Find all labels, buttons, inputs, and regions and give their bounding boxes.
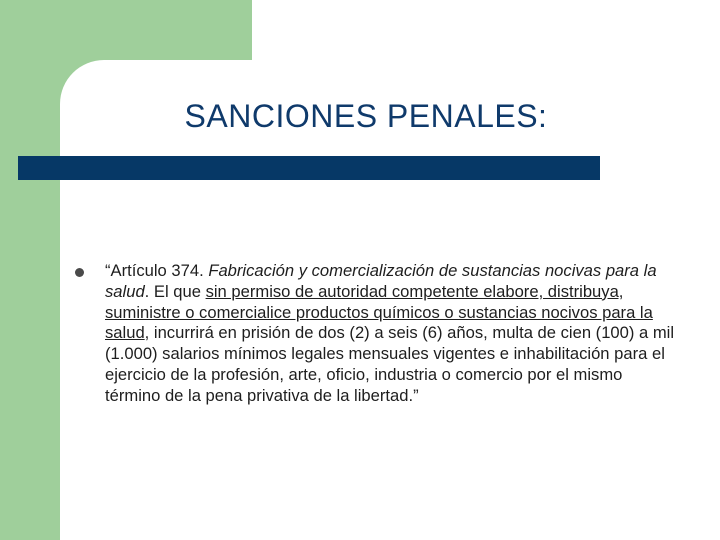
close-quote: ” (413, 385, 419, 405)
open-quote: “ (105, 261, 111, 280)
bullet-icon (75, 268, 84, 277)
article-paragraph (105, 261, 675, 407)
article-rest: , incurrirá en prisión de dos (2) a seis (6) años, multa de cien (100) a mil (1.000) salarios mínimos legales mensuales vigentes e inhabilitación para el ejercicio de la profesión, arte, oficio, industria o comercio por el mismo término de la pena privativa de la libertad. (105, 323, 675, 405)
title-underline-bar (18, 156, 600, 180)
article-heading: Fabricación y comercialización de sustancias nocivas para la salud (105, 261, 657, 301)
article-underlined-clause: sin permiso de autoridad competente elabore, distribuya, suministre o comercialice productos químicos o sustancias nocivos para la salud (105, 281, 653, 343)
article-label: Artículo 374. (110, 261, 209, 280)
article-after-heading: . El que (144, 281, 206, 301)
slide-title: SANCIONES PENALES: (184, 98, 548, 134)
